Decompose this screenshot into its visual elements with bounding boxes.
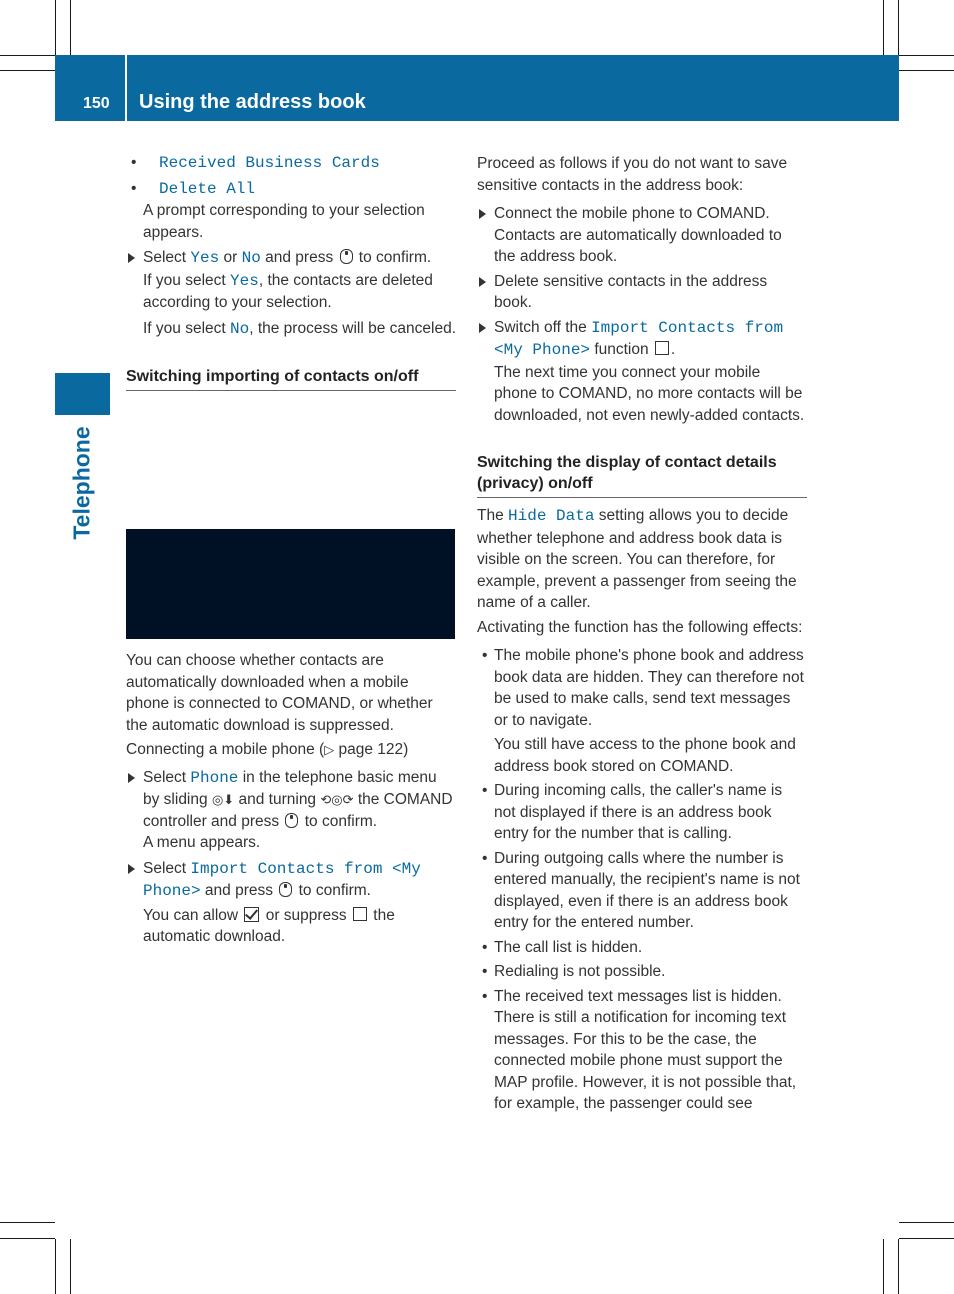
- list-item: • During outgoing calls where the number is entered manually, the recipient's name is not displayed, even if there is an address book entry for the entered number.: [477, 848, 807, 934]
- controller-press-icon: [279, 882, 292, 897]
- instruction-step: Select Yes or No and press to confirm.: [126, 247, 456, 270]
- crop-mark: [55, 1239, 56, 1294]
- instruction-step: Select Phone in the telephone basic menu by sliding ◎⬇ and turning ⟲◎⟳ the COMAND controller and press to confirm. A menu appears.: [126, 767, 456, 854]
- crop-mark: [55, 0, 56, 55]
- paragraph: A prompt corresponding to your selection appears.: [143, 202, 425, 241]
- paragraph: You can choose whether contacts are automatically downloaded when a mobile phone is connected to COMAND, or whether the automatic download is suppressed.: [126, 652, 433, 734]
- list-item: • During incoming calls, the caller's name is not displayed if there is an address book entry for the number that is calling.: [477, 780, 807, 845]
- left-column-bottom: [126, 650, 456, 948]
- page-title: Using the address book: [139, 91, 366, 113]
- controller-turn-icon: ⟲◎⟳: [320, 792, 354, 807]
- crop-mark: [899, 1238, 954, 1239]
- paragraph: Activating the function has the following effects:: [477, 618, 803, 636]
- instruction-step: Select Import Contacts from <My Phone> and press to confirm.: [126, 858, 456, 903]
- crop-mark: [898, 1239, 899, 1294]
- paragraph: Connecting a mobile phone (▷ page 122): [126, 741, 409, 758]
- controller-slide-icon: ◎⬇: [211, 792, 235, 807]
- controller-press-icon: [340, 249, 353, 264]
- crop-mark: [899, 1222, 954, 1223]
- crop-mark: [70, 0, 71, 55]
- ui-term: Received Business Cards: [159, 154, 380, 172]
- paragraph: If you select Yes, the contacts are deleted according to your selection.: [143, 271, 433, 311]
- instruction-step: Connect the mobile phone to COMAND. Contacts are automatically downloaded to the address book.: [477, 203, 807, 268]
- crop-mark: [898, 0, 899, 55]
- crop-mark: [883, 1239, 884, 1294]
- screen-dark-panel: [126, 529, 455, 639]
- list-item: [126, 178, 456, 201]
- list-item: [126, 152, 456, 175]
- paragraph: If you select No, the process will be canceled.: [143, 319, 456, 338]
- paragraph: You still have access to the phone book and address book stored on COMAND.: [494, 736, 796, 775]
- page-reference-icon: ▷: [324, 742, 335, 757]
- crop-mark: [883, 0, 884, 55]
- left-column-top: [126, 152, 456, 391]
- page-header: [55, 55, 899, 121]
- paragraph: Proceed as follows if you do not want to save sensitive contacts in the address book:: [477, 155, 788, 194]
- list-item: • The call list is hidden.: [477, 937, 807, 959]
- paragraph: The Hide Data setting allows you to decide whether telephone and address book data is visible on the screen. You can therefore, for example, prevent a passenger from seeing the name of a caller.: [477, 507, 797, 611]
- right-column: [477, 153, 807, 1115]
- page-number: 150: [83, 95, 110, 112]
- section-heading: Switching the display of contact details (privacy) on/off: [477, 452, 807, 498]
- crop-mark: [0, 70, 55, 71]
- crop-mark: [0, 1222, 55, 1223]
- side-tab-marker: [55, 373, 110, 415]
- crop-mark: [899, 70, 954, 71]
- checkbox-empty-icon: [353, 907, 367, 921]
- list-item: • The mobile phone's phone book and address book data are hidden. They can therefore not be used to make calls, send text messages or to navigate.: [477, 645, 807, 731]
- crop-mark: [0, 55, 55, 56]
- list-item: • The received text messages list is hidden. There is still a notification for incoming text messages. For this to be the case, the connected mobile phone must support the MAP profile. However, it is not possible that, for example, the passenger could see: [477, 986, 807, 1115]
- paragraph: The next time you connect your mobile phone to COMAND, no more contacts will be downloaded, not even newly-added contacts.: [494, 363, 805, 424]
- header-divider: [125, 55, 127, 121]
- display-screenshot: [126, 413, 455, 639]
- list-item: • Redialing is not possible.: [477, 961, 807, 983]
- crop-mark: [0, 1238, 55, 1239]
- controller-press-icon: [285, 813, 298, 828]
- paragraph: You can allow or suppress the automatic download.: [143, 906, 395, 945]
- checkbox-empty-icon: [655, 341, 669, 355]
- ui-term: Delete All: [159, 179, 256, 198]
- crop-mark: [899, 55, 954, 56]
- instruction-step: Delete sensitive contacts in the address book.: [477, 271, 807, 314]
- checkbox-checked-icon: [244, 907, 259, 922]
- section-side-label: Telephone: [68, 426, 95, 540]
- crop-mark: [70, 1239, 71, 1294]
- instruction-step: Switch off the Import Contacts from <My Phone> function .: [477, 317, 807, 362]
- section-heading: Switching importing of contacts on/off: [126, 366, 456, 391]
